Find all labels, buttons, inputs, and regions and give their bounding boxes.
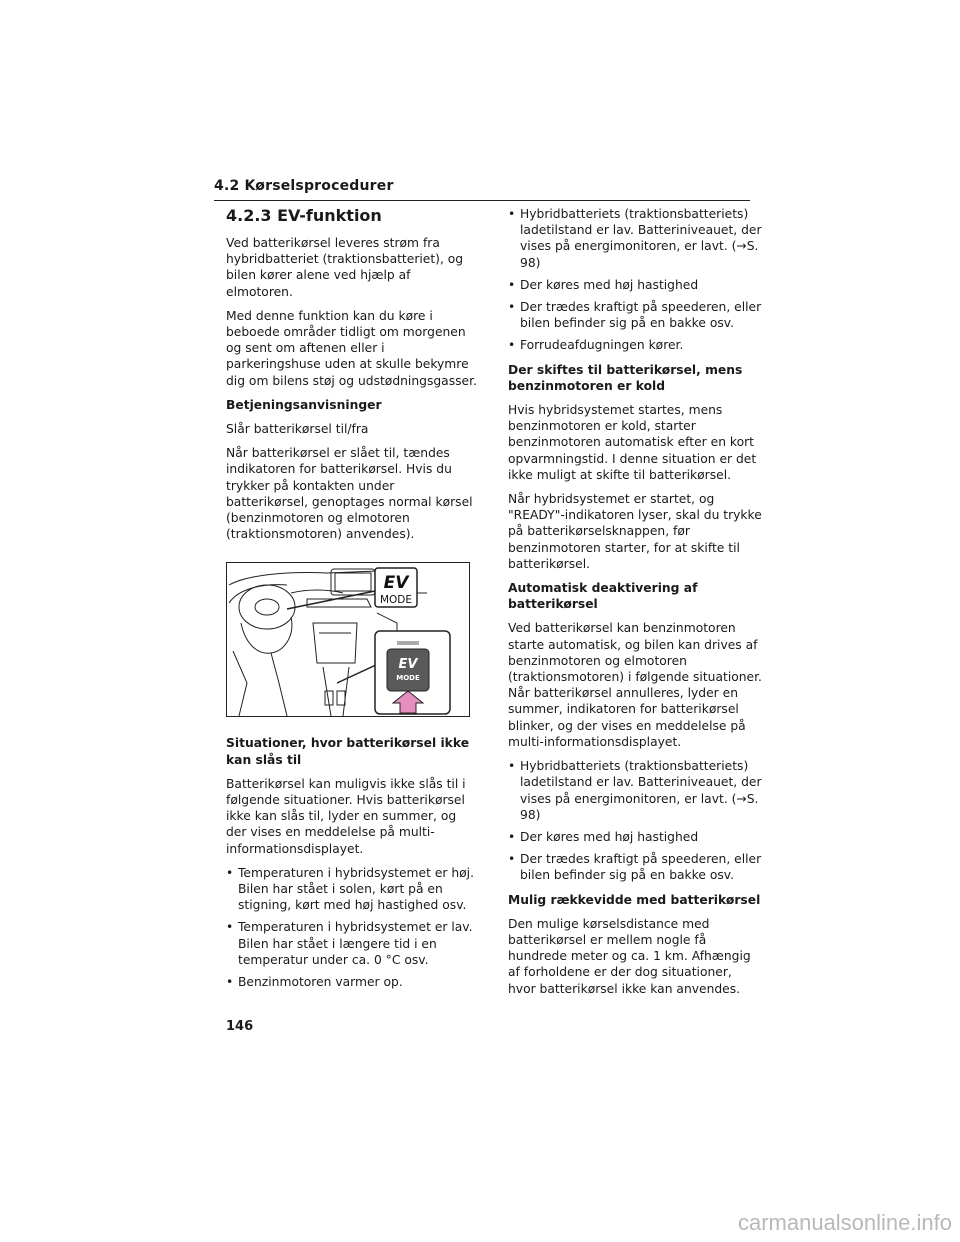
dashboard-illustration <box>227 563 469 716</box>
watermark: carmanualsonline.info <box>737 1210 952 1235</box>
operating-paragraph-1: Slår batterikørsel til/fra <box>226 422 369 437</box>
list-item: • Benzinmotoren varmer op. <box>226 974 480 990</box>
section-title: 4.2.3 EV-funktion <box>226 206 382 225</box>
cold-heading: Der skiftes til batterikørsel, mens benzinmotoren er kold <box>508 362 743 393</box>
mode-label-large: MODE <box>379 594 413 607</box>
list-item: • Der køres med høj hastighed <box>508 829 762 845</box>
auto-list <box>508 758 762 883</box>
ev-mode-figure <box>226 562 470 717</box>
list-item: • Der trædes kraftigt på speederen, eller bilen befinder sig på en bakke osv. <box>508 851 762 883</box>
continued-list <box>508 206 762 354</box>
list-item: • Forrudeafdugningen kører. <box>508 337 762 353</box>
intro-paragraph-2: Med denne funktion kan du køre i beboede områder tidligt om morgenen og sent om aftenen eller i parkeringshuse uden at skulle bekymre dig om bilens støj og udstødningsgasser. <box>226 308 477 388</box>
intro-paragraph-1: Ved batterikørsel leveres strøm fra hybridbatteriet (traktionsbatteriet), og bilen kører alene ved hjælp af elmotoren. <box>226 236 464 299</box>
operating-paragraph-2: Når batterikørsel er slået til, tændes indikatoren for batterikørsel. Hvis du trykker på kontakten under batterikørsel, genoptages normal kørsel (benzinmotoren og elmotoren (traktionsmotoren) anvendes). <box>226 446 473 542</box>
list-item: • Temperaturen i hybridsystemet er høj. Bilen har stået i solen, kørt på en stigning, kørt med høj hastighed osv. <box>226 865 480 914</box>
range-paragraph: Den mulige kørselsdistance med batterikørsel er mellem nogle få hundrede meter og ca. 1 km. Afhængig af forholdene er der dog situationer, hvor batterikørsel ikke kan anvendes. <box>508 916 751 996</box>
list-item: • Hybridbatteriets (traktionsbatteriets) ladetilstand er lav. Batteriniveauet, der vises på energimonitoren, er lavt. (→S. 98) <box>508 206 762 271</box>
mode-label-small: MODE <box>396 674 420 683</box>
section-header: 4.2 Kørselsprocedurer <box>214 178 750 201</box>
left-column <box>226 206 480 998</box>
cold-paragraph-1: Hvis hybridsystemet startes, mens benzinmotoren er kold, starter benzinmotoren automatisk efter en kort opvarmningstid. I denne situation er det ikke muligt at skifte til batterikørsel. <box>508 403 757 482</box>
ev-mode-icon-large <box>375 568 417 607</box>
cold-paragraph-2: Når hybridsystemet er startet, og "READY"-indikatoren lyser, skal du trykke på batterikørselsknappen, før benzinmotoren starter, for at skifte til batterikørsel. <box>508 492 762 571</box>
cannot-paragraph: Batterikørsel kan muligvis ikke slås til i følgende situationer. Hvis batterikørsel ikke kan slås til, lyder en summer, og der vises en meddelelse på multi-informationsdisplayet. <box>226 776 466 856</box>
cannot-heading: Situationer, hvor batterikørsel ikke kan slås til <box>226 736 470 767</box>
cannot-list <box>226 865 480 990</box>
operating-heading: Betjeningsanvisninger <box>226 397 382 412</box>
auto-heading: Automatisk deaktivering af batterikørsel <box>508 581 698 612</box>
list-item: • Der trædes kraftigt på speederen, eller bilen befinder sig på en bakke osv. <box>508 299 762 331</box>
list-item: • Hybridbatteriets (traktionsbatteriets) ladetilstand er lav. Batteriniveauet, der vises på energimonitoren, er lavt. (→S. 98) <box>508 758 762 823</box>
ev-label-small: EV <box>398 657 418 673</box>
right-column <box>508 206 762 1005</box>
auto-paragraph: Ved batterikørsel kan benzinmotoren starte automatisk, og bilen kan drives af benzinmotoren og elmotoren (traktionsmotoren) i følgende situationer. Når batterikørsel annulleres, lyder en summer, indikatoren for batterikørsel blinker, og der vises en meddelelse på multi-informationsdisplayet. <box>508 621 762 749</box>
list-item: • Temperaturen i hybridsystemet er lav. Bilen har stået i længere tid i en temperatur under ca. 0 °C osv. <box>226 919 480 968</box>
page-number: 146 <box>226 1019 254 1034</box>
ev-label-large: EV <box>383 573 409 594</box>
list-item: • Der køres med høj hastighed <box>508 277 762 293</box>
range-heading: Mulig rækkevidde med batterikørsel <box>508 892 761 907</box>
